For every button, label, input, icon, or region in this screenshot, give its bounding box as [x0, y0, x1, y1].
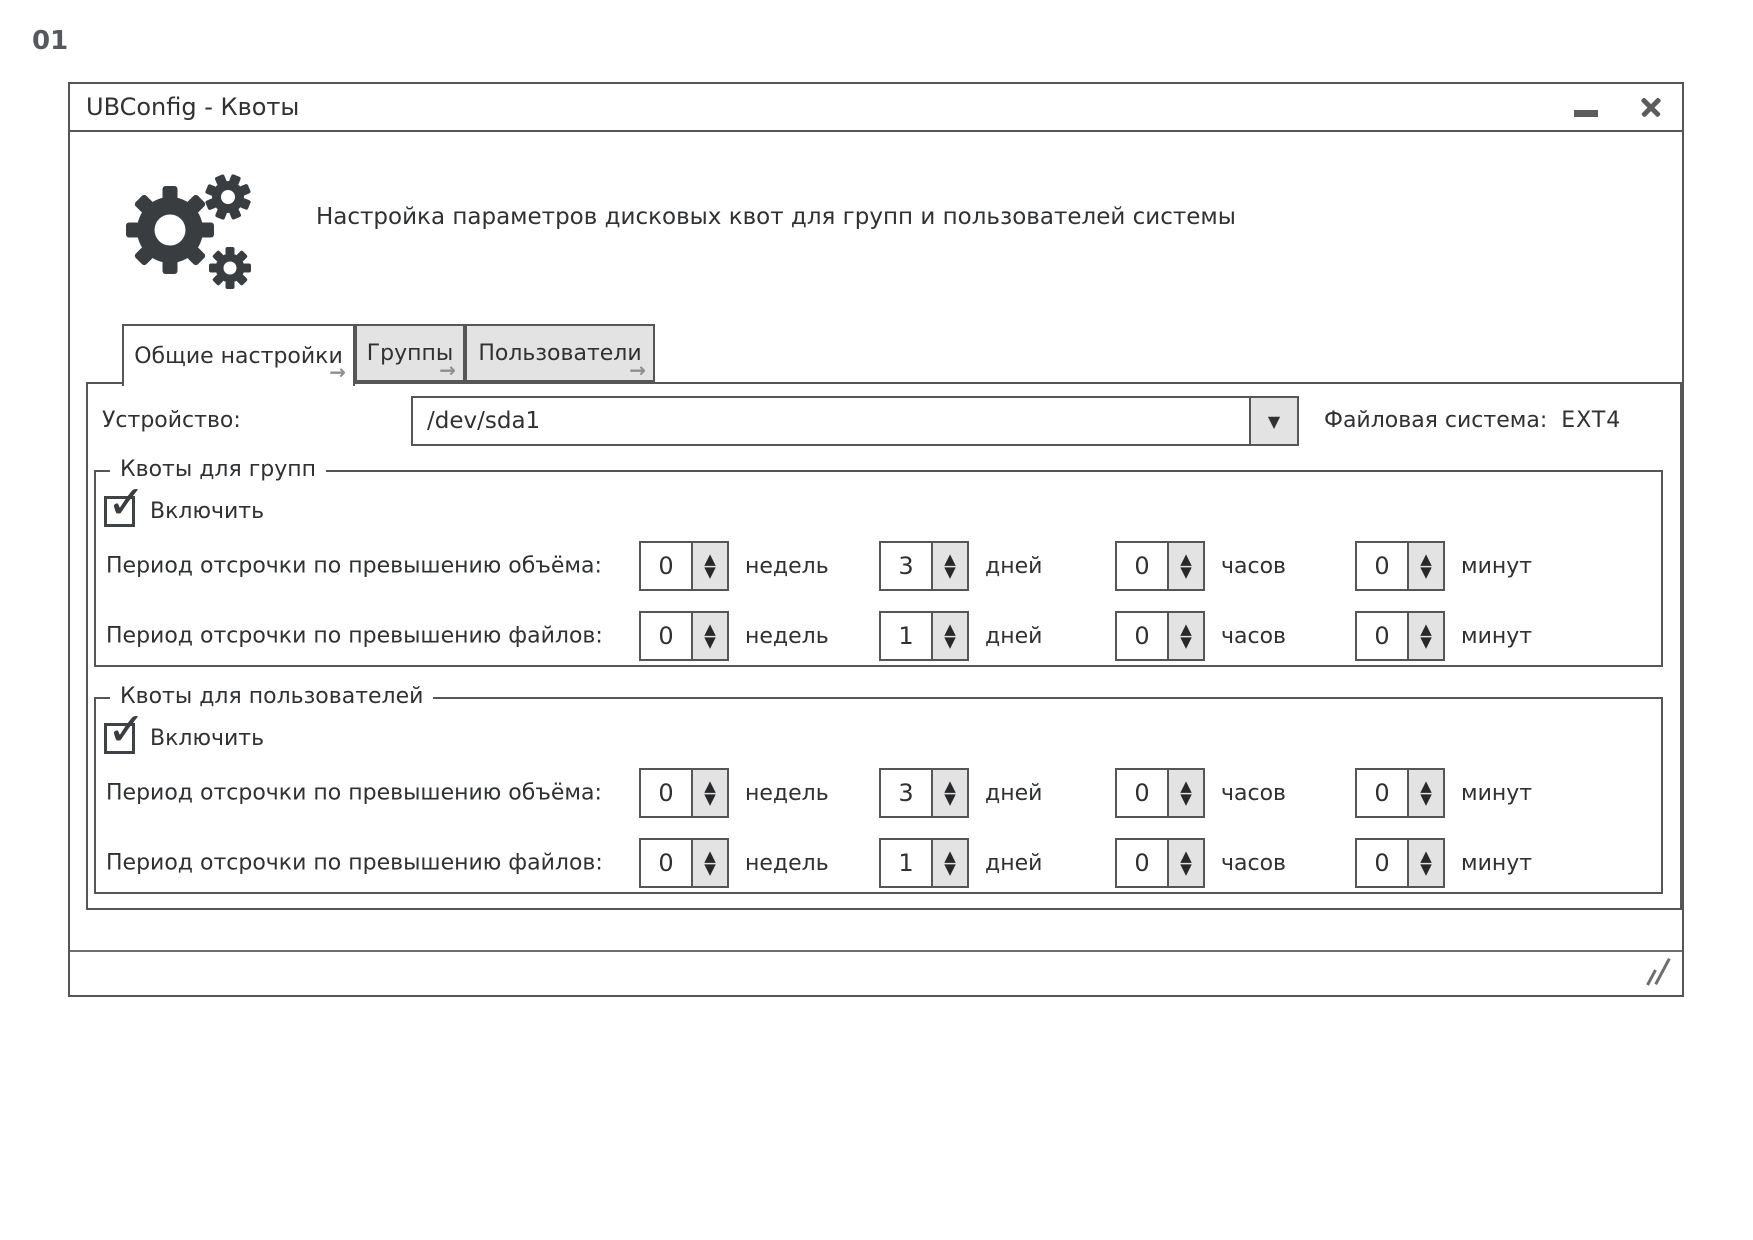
- spinner-down-icon[interactable]: ▼: [1420, 633, 1432, 651]
- groupbox-legend: Квоты для групп: [110, 457, 326, 482]
- spinner-unit-label: минут: [1461, 553, 1533, 579]
- window-controls: [1574, 94, 1664, 120]
- gears-icon: [122, 172, 257, 294]
- spinner-up-icon[interactable]: ▲: [704, 777, 716, 795]
- tab-label: Группы: [366, 340, 454, 366]
- enable-checkbox[interactable]: [104, 702, 146, 756]
- spinner-unit-label: дней: [985, 850, 1043, 876]
- spinner-up-icon[interactable]: ▲: [1180, 620, 1192, 638]
- spinner-value[interactable]: 1: [881, 613, 931, 659]
- spinner-up-icon[interactable]: ▲: [944, 620, 956, 638]
- spinner-stepper[interactable]: [691, 770, 727, 816]
- spinner-down-icon[interactable]: ▼: [1420, 563, 1432, 581]
- spinner-unit-label: дней: [985, 623, 1043, 649]
- spinner-stepper[interactable]: [931, 770, 967, 816]
- tab-link-arrow-icon: →: [439, 358, 456, 382]
- spinner-minutes: [1355, 837, 1532, 889]
- spinner-value[interactable]: 0: [641, 770, 691, 816]
- statusbar-divider: [70, 950, 1682, 952]
- groupbox-legend: Квоты для пользователей: [110, 684, 433, 709]
- spinner-weeks: [639, 767, 829, 819]
- spinner-unit-label: минут: [1461, 780, 1533, 806]
- checkmark-icon: ✓: [107, 475, 146, 529]
- spinner-up-icon[interactable]: ▲: [944, 777, 956, 795]
- spinner-stepper[interactable]: [1167, 543, 1203, 589]
- spinner-down-icon[interactable]: ▼: [1420, 860, 1432, 878]
- spinner-days: [879, 610, 1042, 662]
- spinner-hours: [1115, 540, 1286, 592]
- tab-label: Пользователи: [478, 340, 642, 366]
- spinner-stepper[interactable]: [931, 840, 967, 886]
- spinner-up-icon[interactable]: ▲: [1420, 620, 1432, 638]
- device-dropdown[interactable]: [411, 396, 1299, 446]
- tab-groups[interactable]: [355, 324, 465, 382]
- filesystem-value: EXT4: [1561, 408, 1622, 433]
- spinner-value[interactable]: 0: [641, 840, 691, 886]
- spinner-stepper[interactable]: [1407, 543, 1443, 589]
- spinner-weeks: [639, 610, 829, 662]
- grace-period-volume-row: [96, 540, 1661, 592]
- spinner-up-icon[interactable]: ▲: [1180, 777, 1192, 795]
- tab-panel-general-settings: [86, 382, 1682, 910]
- spinner-value[interactable]: 0: [1357, 770, 1407, 816]
- spinner-down-icon[interactable]: ▼: [944, 563, 956, 581]
- row-label: Период отсрочки по превышению объёма:: [106, 780, 602, 806]
- spinner-stepper[interactable]: [1407, 613, 1443, 659]
- spinner-days: [879, 767, 1042, 819]
- spinner-unit-label: недель: [745, 850, 829, 876]
- spinner-hours: [1115, 767, 1286, 819]
- tab-users[interactable]: [465, 324, 655, 382]
- spinner-up-icon[interactable]: ▲: [704, 620, 716, 638]
- spinner-value[interactable]: 0: [1117, 613, 1167, 659]
- tab-label: Общие настройки: [134, 343, 343, 369]
- spinner-value[interactable]: 0: [1357, 840, 1407, 886]
- spinner-down-icon[interactable]: ▼: [704, 790, 716, 808]
- spinner-up-icon[interactable]: ▲: [1420, 847, 1432, 865]
- spinner-up-icon[interactable]: ▲: [704, 550, 716, 568]
- spinner-down-icon[interactable]: ▼: [1180, 860, 1192, 878]
- spinner-hours: [1115, 837, 1286, 889]
- spinner-stepper[interactable]: [931, 543, 967, 589]
- row-label: Период отсрочки по превышению файлов:: [106, 623, 603, 649]
- spinner-value[interactable]: 0: [641, 543, 691, 589]
- spinner-unit-label: часов: [1221, 623, 1287, 649]
- spinner-value[interactable]: 0: [1357, 543, 1407, 589]
- tab-general-settings[interactable]: [122, 324, 355, 386]
- resize-grip-icon[interactable]: [1640, 957, 1666, 987]
- enable-checkbox-label: Включить: [150, 726, 265, 751]
- filesystem-label: Файловая система:: [1324, 408, 1548, 433]
- window-title: UBConfig - Квоты: [86, 93, 300, 121]
- spinner-days: [879, 837, 1042, 889]
- groupbox-user-quotas: [94, 684, 1663, 894]
- spinner-stepper[interactable]: [691, 840, 727, 886]
- spinner-hours: [1115, 610, 1286, 662]
- spinner-value[interactable]: 0: [641, 613, 691, 659]
- spinner-days: [879, 540, 1042, 592]
- spinner-up-icon[interactable]: ▲: [704, 847, 716, 865]
- spinner-up-icon[interactable]: ▲: [1420, 777, 1432, 795]
- spinner-down-icon[interactable]: ▼: [944, 790, 956, 808]
- spinner-up-icon[interactable]: ▲: [944, 847, 956, 865]
- spinner-unit-label: минут: [1461, 850, 1533, 876]
- spinner-down-icon[interactable]: ▼: [1180, 563, 1192, 581]
- filesystem-info: [1324, 408, 1621, 433]
- spinner-unit-label: недель: [745, 553, 829, 579]
- spinner-value[interactable]: 0: [1117, 770, 1167, 816]
- spinner-up-icon[interactable]: ▲: [944, 550, 956, 568]
- spinner-weeks: [639, 540, 829, 592]
- spinner-stepper[interactable]: [691, 543, 727, 589]
- groupbox-group-quotas: [94, 457, 1663, 667]
- spinner-down-icon[interactable]: ▼: [1420, 790, 1432, 808]
- spinner-weeks: [639, 837, 829, 889]
- grace-period-files-row: [96, 837, 1661, 889]
- enable-checkbox-label: Включить: [150, 499, 265, 524]
- enable-checkbox[interactable]: [104, 475, 146, 529]
- spinner-stepper[interactable]: [1407, 840, 1443, 886]
- spinner-stepper[interactable]: [1167, 770, 1203, 816]
- spinner-down-icon[interactable]: ▼: [704, 860, 716, 878]
- minimize-icon[interactable]: [1574, 110, 1598, 117]
- spinner-unit-label: дней: [985, 553, 1043, 579]
- spinner-up-icon[interactable]: ▲: [1180, 847, 1192, 865]
- spinner-value[interactable]: 3: [881, 543, 931, 589]
- dropdown-arrow-button[interactable]: [1249, 398, 1297, 444]
- grace-period-volume-row: [96, 767, 1661, 819]
- spinner-down-icon[interactable]: ▼: [944, 860, 956, 878]
- spinner-unit-label: часов: [1221, 780, 1287, 806]
- device-label: Устройство:: [102, 408, 241, 433]
- spinner-unit-label: недель: [745, 780, 829, 806]
- spinner-stepper[interactable]: [1407, 770, 1443, 816]
- row-label: Период отсрочки по превышению объёма:: [106, 553, 602, 579]
- row-label: Период отсрочки по превышению файлов:: [106, 850, 603, 876]
- checkmark-icon: ✓: [107, 702, 146, 756]
- spinner-value[interactable]: 1: [881, 840, 931, 886]
- spinner-minutes: [1355, 540, 1532, 592]
- ubconfig-window: [68, 82, 1684, 997]
- spinner-down-icon[interactable]: ▼: [944, 633, 956, 651]
- spinner-stepper[interactable]: [1167, 613, 1203, 659]
- spinner-down-icon[interactable]: ▼: [704, 563, 716, 581]
- chevron-down-icon: ▼: [1267, 411, 1281, 431]
- tab-link-arrow-icon: →: [329, 360, 346, 384]
- spinner-up-icon[interactable]: ▲: [1180, 550, 1192, 568]
- spinner-down-icon[interactable]: ▼: [1180, 790, 1192, 808]
- spinner-down-icon[interactable]: ▼: [1180, 633, 1192, 651]
- spinner-unit-label: часов: [1221, 850, 1287, 876]
- spinner-stepper[interactable]: [691, 613, 727, 659]
- spinner-unit-label: минут: [1461, 623, 1533, 649]
- spinner-value[interactable]: 3: [881, 770, 931, 816]
- close-icon[interactable]: [1638, 94, 1664, 120]
- spinner-unit-label: дней: [985, 780, 1043, 806]
- spinner-value[interactable]: 0: [1117, 543, 1167, 589]
- spinner-minutes: [1355, 767, 1532, 819]
- figure-label: 01: [32, 26, 69, 56]
- spinner-value[interactable]: 0: [1357, 613, 1407, 659]
- spinner-value[interactable]: 0: [1117, 840, 1167, 886]
- titlebar: [70, 84, 1682, 132]
- tab-link-arrow-icon: →: [629, 358, 646, 382]
- spinner-down-icon[interactable]: ▼: [704, 633, 716, 651]
- spinner-minutes: [1355, 610, 1532, 662]
- grace-period-files-row: [96, 610, 1661, 662]
- spinner-stepper[interactable]: [931, 613, 967, 659]
- spinner-up-icon[interactable]: ▲: [1420, 550, 1432, 568]
- spinner-unit-label: недель: [745, 623, 829, 649]
- device-dropdown-value: /dev/sda1: [427, 408, 541, 434]
- spinner-stepper[interactable]: [1167, 840, 1203, 886]
- dialog-description: Настройка параметров дисковых квот для групп и пользователей системы: [316, 204, 1236, 230]
- spinner-unit-label: часов: [1221, 553, 1287, 579]
